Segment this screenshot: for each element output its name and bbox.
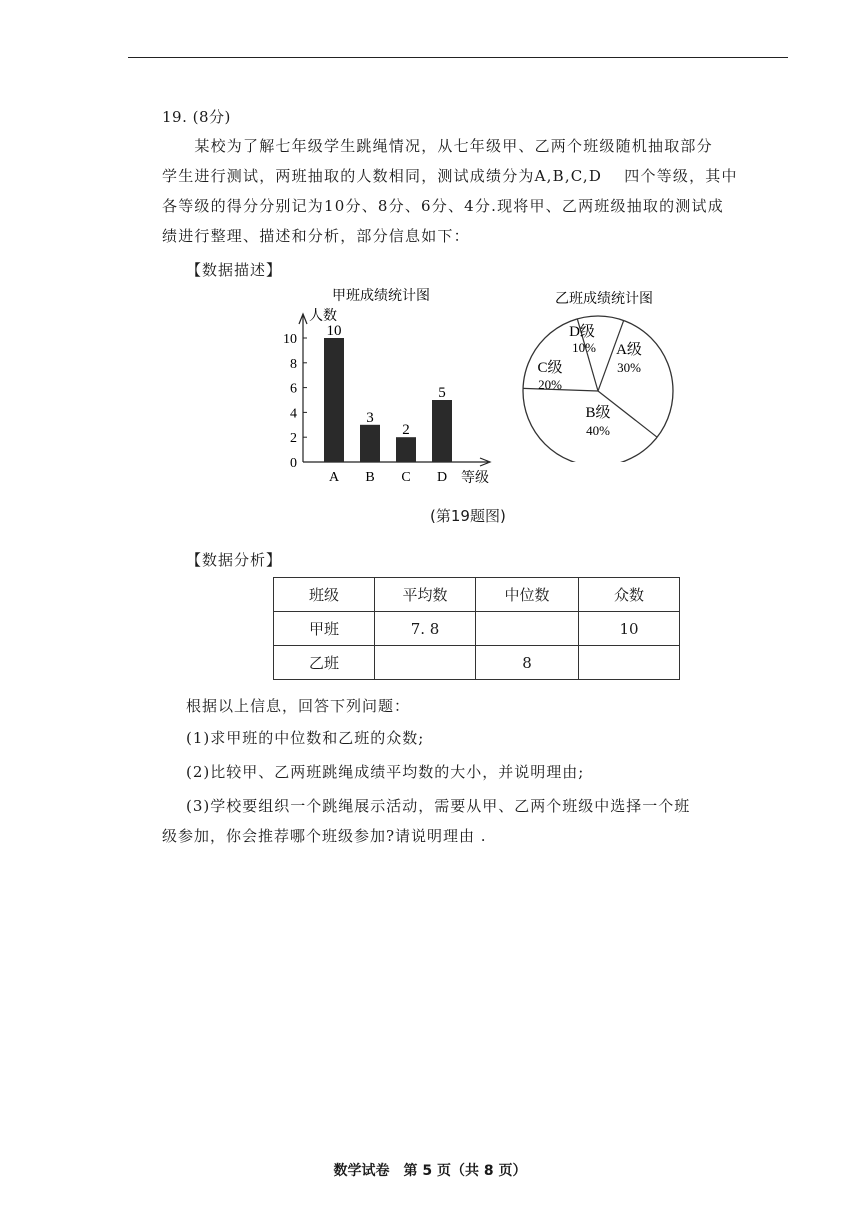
table-header-row <box>274 578 680 612</box>
data-label: 2 <box>402 422 410 439</box>
sub-question-3-cont: 级参加，你会推荐哪个班级参加?请说明理由 . <box>162 827 487 845</box>
x-tick-label: C <box>401 470 411 485</box>
slice-percent-2: 20% <box>538 377 562 392</box>
data-label: 3 <box>366 409 374 426</box>
x-tick-label: A <box>328 470 340 485</box>
bar-C <box>396 437 416 462</box>
slice-percent-0: 30% <box>617 360 641 375</box>
header-cell: 众数 <box>579 578 680 612</box>
question-stem <box>162 131 788 251</box>
slice-label-0: A级 <box>616 342 642 358</box>
x-tick-label: B <box>365 470 375 485</box>
table-cell <box>579 646 680 680</box>
y-tick-label: 8 <box>290 356 297 372</box>
table-cell: 10 <box>579 612 680 646</box>
answer-prompt: 根据以上信息，回答下列问题： <box>186 697 411 715</box>
y-tick-label: 2 <box>290 431 297 447</box>
slice-label-3: D级 <box>569 324 595 340</box>
stem-line: 各等级的得分分别记为10分、8分、6分、4分.现将甲、乙两班级抽取的测试成 <box>162 197 724 215</box>
question-number: 19. (8分) <box>162 108 231 126</box>
header-cell: 班级 <box>274 578 375 612</box>
slice-percent-3: 10% <box>572 340 596 355</box>
class-jia-bar-chart <box>276 282 506 492</box>
data-label: 5 <box>438 385 446 401</box>
slice-percent-1: 40% <box>586 423 610 438</box>
table-row <box>274 612 680 646</box>
y-tick-label: 10 <box>283 332 297 347</box>
x-axis-label: 等级 <box>461 470 489 486</box>
sub-question-2: (2)比较甲、乙两班跳绳成绩平均数的大小，并说明理由; <box>186 763 585 781</box>
table-cell: 甲班 <box>274 612 375 646</box>
sub-question-1: (1)求甲班的中位数和乙班的众数; <box>186 729 425 747</box>
bar-D <box>432 400 452 462</box>
table-cell: 8 <box>476 646 579 680</box>
table-cell <box>476 612 579 646</box>
data-label: 10 <box>326 323 342 339</box>
header-cell: 平均数 <box>375 578 476 612</box>
table-cell: 乙班 <box>274 646 375 680</box>
x-tick-label: D <box>436 470 448 485</box>
slice-label-1: B级 <box>585 405 611 421</box>
table-cell: 7. 8 <box>375 612 476 646</box>
y-tick-label: 4 <box>290 406 297 422</box>
stem-line: 绩进行整理、描述和分析，部分信息如下： <box>162 227 470 245</box>
y-axis-label: 人数 <box>309 308 337 324</box>
stem-line: 某校为了解七年级学生跳绳情况，从七年级甲、乙两个班级随机抽取部分 <box>162 137 713 155</box>
page-footer: 数学试卷 第 5 页（共 8 页） <box>333 1163 527 1179</box>
section-data-analysis: 【数据分析】 <box>186 551 283 569</box>
table-cell <box>375 646 476 680</box>
analysis-table <box>273 577 680 680</box>
slice-label-2: C级 <box>537 360 563 376</box>
stem-line: 学生进行测试，两班抽取的人数相同，测试成绩分为A,B,C,D 四个等级，其中 <box>162 167 738 185</box>
chart-title: 乙班成绩统计图 <box>555 291 653 307</box>
header-cell: 中位数 <box>476 578 579 612</box>
figure-caption: (第19题图) <box>430 507 506 525</box>
header-rule <box>128 57 788 58</box>
section-data-description: 【数据描述】 <box>186 261 283 279</box>
bar-B <box>360 425 380 462</box>
sub-question-3: (3)学校要组织一个跳绳展示活动，需要从甲、乙两个班级中选择一个班 <box>186 797 691 815</box>
chart-title: 甲班成绩统计图 <box>332 288 430 304</box>
table-row <box>274 646 680 680</box>
bar-A <box>324 338 344 462</box>
class-yi-pie-chart <box>516 282 686 462</box>
y-tick-label: 0 <box>290 456 297 471</box>
y-tick-label: 6 <box>290 381 297 397</box>
